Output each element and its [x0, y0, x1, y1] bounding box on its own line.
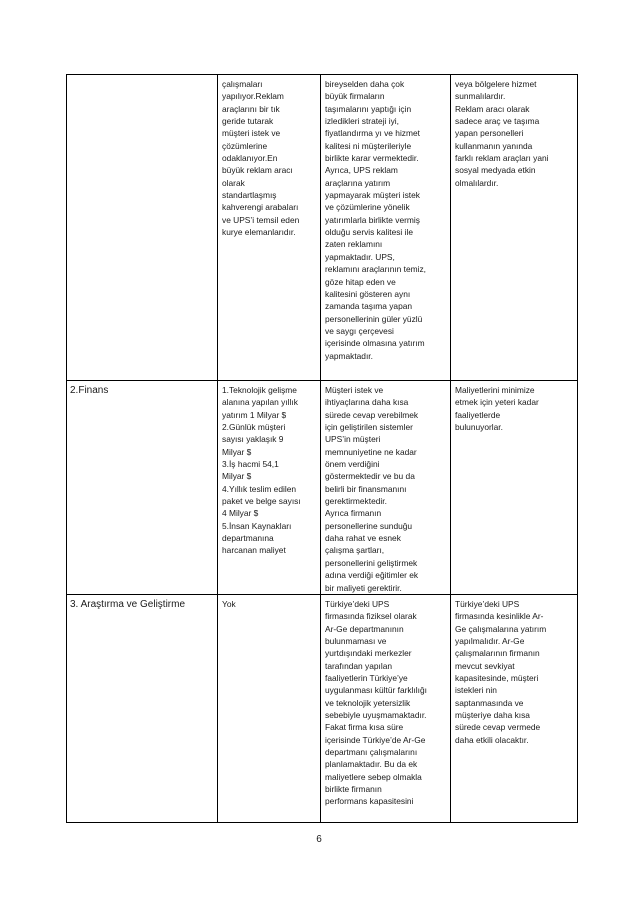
cell-line: Ayrıca firmanın	[325, 508, 382, 519]
cell-line: yapılmalıdır. Ar-Ge	[455, 635, 525, 646]
cell-line: ve çözümlerine yönelik	[325, 202, 410, 213]
cell-line: Milyar $	[222, 471, 252, 482]
cell-line: departmanı çalışmalarını	[325, 746, 418, 757]
cell-line: 4 Milyar $	[222, 508, 259, 519]
cell-line: Ayrıca, UPS reklam	[325, 165, 398, 176]
cell-line: 1.Teknolojik gelişme	[222, 385, 297, 395]
cell-line: olmalılardır.	[455, 177, 499, 188]
cell-line: kullanmanın yanında	[455, 140, 533, 151]
cell-line: memnuniyetine ne kadar	[325, 446, 417, 457]
cell-line: odaklanıyor.En	[222, 153, 278, 164]
status-cell	[218, 75, 321, 381]
cell-line: personellerini geliştirmek	[325, 557, 418, 568]
cell-line: olduğu servis kalitesi ile	[325, 227, 413, 238]
cell-line: yapmaktadır.	[325, 350, 373, 361]
cell-line: ihtiyaçlarına daha kısa	[325, 397, 409, 408]
assessment-cell	[321, 594, 451, 822]
cell-line: 2.Günlük müşteri	[222, 422, 286, 433]
cell-line: araçlarına yatırım	[325, 177, 391, 188]
page-number: 6	[316, 834, 322, 845]
cell-line: personellerine sunduğu	[325, 520, 413, 531]
cell-line: adına verdiği eğitimler ek	[325, 570, 419, 581]
cell-line: çalışmalarının firmanın	[455, 648, 540, 659]
cell-line: firmasında kesinlikle Ar-	[455, 611, 544, 622]
cell-line: yapmaktadır. UPS,	[325, 251, 395, 262]
cell-line: Yok	[222, 598, 236, 609]
cell-line: alanına yapılan yıllık	[222, 397, 298, 408]
cell-line: Reklam aracı olarak	[455, 103, 530, 114]
cell-line: Müşteri istek ve	[325, 385, 384, 395]
cell-line: belirli bir finansmanını	[325, 483, 407, 494]
cell-line: ve UPS’i temsil eden	[222, 214, 300, 225]
cell-line: yapmayarak müşteri istek	[325, 190, 420, 201]
cell-line: araçlarını bir tık	[222, 103, 280, 114]
category-cell	[67, 75, 218, 381]
cell-line: kalitesi ni müşterileriyle	[325, 140, 412, 151]
cell-line: Maliyetlerini minimize	[455, 385, 535, 395]
cell-line: önem verdiğini	[325, 459, 380, 470]
cell-line: Ge çalışmalarına yatırım	[455, 623, 547, 634]
cell-line: tarafından yapılan	[325, 660, 393, 671]
cell-line: kalitesini gösteren aynı	[325, 288, 411, 299]
cell-line: Fakat firma kısa süre	[325, 722, 404, 733]
assessment-cell	[321, 75, 451, 381]
cell-line: birlikte karar vermektedir.	[325, 153, 419, 164]
cell-line: Türkiye’deki UPS	[455, 598, 520, 609]
cell-line: veya bölgelere hizmet	[455, 79, 537, 89]
cell-line: paket ve belge sayısı	[222, 496, 301, 507]
cell-line: zamanda taşıma yapan	[325, 301, 413, 312]
cell-line: 5.İnsan Kaynakları	[222, 520, 292, 531]
cell-line: ve saygı çerçevesi	[325, 325, 394, 336]
cell-line: çalışmaları	[222, 79, 263, 89]
assessment-cell	[321, 381, 451, 595]
cell-line: mevcut sevkiyat	[455, 660, 515, 671]
recommendation-cell	[451, 594, 578, 822]
cell-line: faaliyetlerde	[455, 409, 501, 420]
cell-line: maliyetlere sebep olmakla	[325, 771, 422, 782]
cell-line: yurtdışındaki merkezler	[325, 648, 412, 659]
cell-line: Milyar $	[222, 446, 252, 457]
cell-line: sürede cevap vermede	[455, 722, 541, 733]
cell-line: geride tutarak	[222, 116, 274, 127]
recommendation-cell	[451, 75, 578, 381]
table-row	[67, 594, 578, 822]
cell-line: Türkiye’deki UPS	[325, 598, 390, 609]
cell-line: istekleri nin	[455, 685, 497, 696]
cell-line: bir maliyeti gerektirir.	[325, 582, 402, 593]
cell-line: kapasitesinde, müşteri	[455, 672, 539, 683]
category-cell: 3. Araştırma ve Geliştirme	[67, 594, 218, 822]
cell-line: kurye elemanlarıdır.	[222, 227, 296, 238]
cell-line: kahverengi arabaları	[222, 202, 299, 213]
cell-line: için geliştirilen sistemler	[325, 422, 413, 433]
cell-line: daha etkili olacaktır.	[455, 734, 529, 745]
cell-line: departmanına	[222, 533, 274, 544]
cell-line: UPS’in müşteri	[325, 434, 381, 445]
cell-line: farklı reklam araçları yani	[455, 153, 549, 164]
cell-line: gerektirmektedir.	[325, 496, 387, 507]
cell-line: sürede cevap verebilmek	[325, 409, 419, 420]
cell-line: sayısı yaklaşık 9	[222, 434, 284, 445]
analysis-table	[66, 74, 578, 823]
cell-line: çözümlerine	[222, 140, 268, 151]
cell-line: standartlaşmış	[222, 190, 277, 201]
cell-line: sunmalılardır.	[455, 91, 506, 102]
cell-line: göstermektedir ve bu da	[325, 471, 415, 482]
cell-line: planlamaktadır. Bu da ek	[325, 759, 418, 770]
cell-line: bulunmaması ve	[325, 635, 387, 646]
cell-line: müşteriye daha kısa	[455, 709, 530, 720]
cell-line: müşteri istek ve	[222, 128, 281, 139]
cell-line: personellerinin güler yüzlü	[325, 313, 423, 324]
cell-line: zaten reklamını	[325, 239, 383, 250]
status-cell	[218, 594, 321, 822]
cell-line: Ar-Ge departmanının	[325, 623, 404, 634]
cell-line: taşımalarını yaptığı için	[325, 103, 412, 114]
cell-line: etmek için yeteri kadar	[455, 397, 539, 408]
cell-line: yatırım 1 Milyar $	[222, 409, 287, 420]
cell-line: çalışma şartları,	[325, 545, 385, 556]
cell-line: daha rahat ve esnek	[325, 533, 401, 544]
cell-line: büyük firmaların	[325, 91, 385, 102]
cell-line: bulunuyorlar.	[455, 422, 503, 433]
recommendation-cell	[451, 381, 578, 595]
cell-line: harcanan maliyet	[222, 545, 286, 556]
cell-line: 4.Yıllık teslim edilen	[222, 483, 297, 494]
cell-line: göze hitap eden ve	[325, 276, 396, 287]
cell-line: büyük reklam aracı	[222, 165, 293, 176]
cell-line: sebebiyle uyuşmamaktadır.	[325, 709, 427, 720]
cell-line: izledikleri strateji iyi,	[325, 116, 399, 127]
cell-line: yapan personelleri	[455, 128, 524, 139]
cell-line: firmasında fiziksel olarak	[325, 611, 417, 622]
cell-line: 3.İş hacmi 54,1	[222, 459, 279, 470]
cell-line: reklamını araçlarının temiz,	[325, 264, 426, 275]
cell-line: performans kapasitesini	[325, 796, 414, 807]
cell-line: bireyselden daha çok	[325, 79, 405, 89]
cell-line: ve teknolojik yetersizlik	[325, 697, 411, 708]
cell-line: sosyal medyada etkin	[455, 165, 536, 176]
cell-line: birlikte firmanın	[325, 784, 382, 794]
cell-line: olarak	[222, 177, 245, 188]
cell-line: fiyatlandırma yı ve hizmet	[325, 128, 420, 139]
cell-line: uygulanması kültür farklılığı	[325, 685, 427, 696]
cell-line: saptanmasında ve	[455, 697, 524, 708]
cell-line: sadece araç ve taşıma	[455, 116, 540, 127]
status-cell	[218, 381, 321, 595]
category-cell: 2.Finans	[67, 381, 218, 595]
cell-line: içerisinde olmasına yatırım	[325, 338, 425, 349]
cell-line: yatırımlarla birlikte vermiş	[325, 214, 420, 225]
table-row	[67, 381, 578, 595]
cell-line: içerisinde Türkiye’de Ar-Ge	[325, 734, 426, 745]
table-row	[67, 75, 578, 381]
cell-line: yapılıyor.Reklam	[222, 91, 284, 102]
cell-line: faaliyetlerin Türkiye’ye	[325, 672, 408, 683]
